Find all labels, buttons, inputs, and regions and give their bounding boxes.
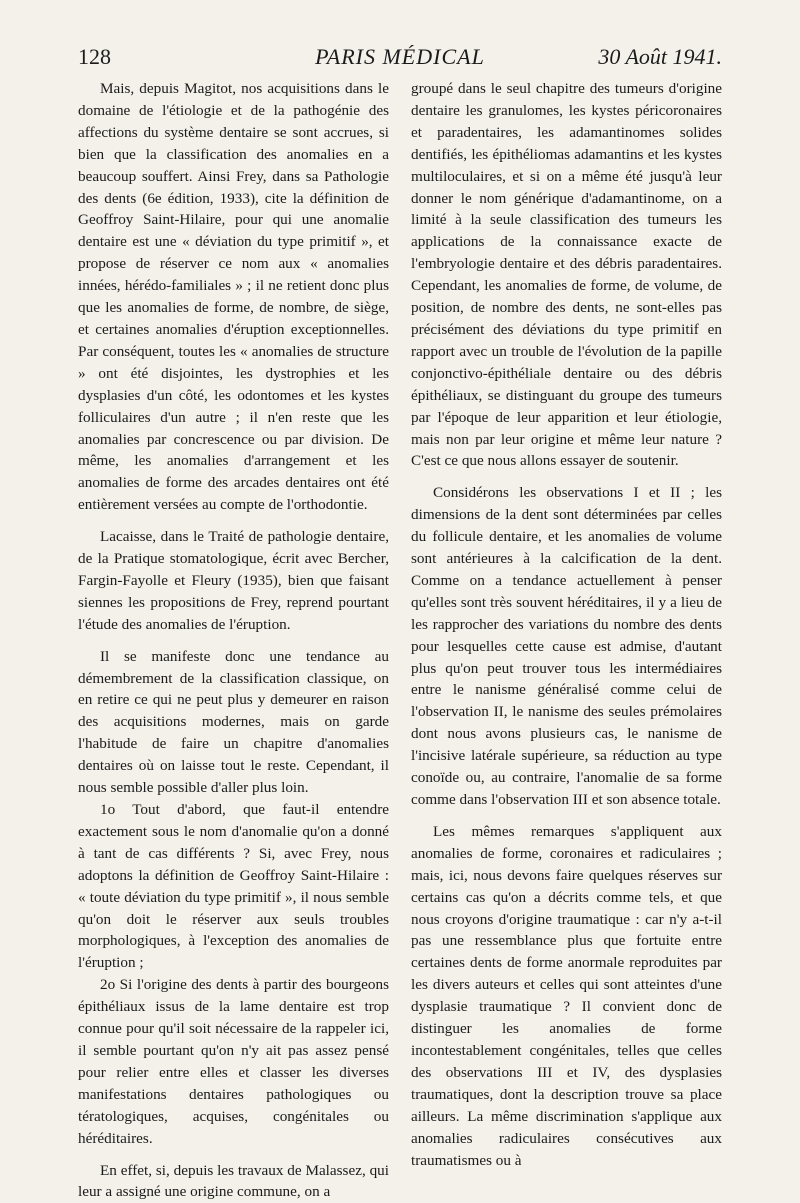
paragraph: Il se manifeste donc une tendance au démembrement de la classification classique, on en retire ce qui ne peut plus y demeurer en raison des acquisitions modernes, mais on garde l'habitude de faire un chapitre d'anomalies dentaires où on laisse tout le reste. Cependant, il nous semble possible d'aller plus loin.: [78, 646, 389, 799]
page-number: 128: [78, 44, 111, 70]
right-column: [411, 78, 722, 1171]
paragraph: Lacaisse, dans le Traité de pathologie dentaire, de la Pratique stomatologique, écrit avec Bercher, Fargin-Fayolle et Fleury (1935), bien que faisant siennes les propositions de Frey, reprend pourtant l'étude des anomalies de l'éruption.: [78, 526, 389, 636]
paragraph: 2o Si l'origine des dents à partir des bourgeons épithéliaux issus de la lame dentaire est trop connue pour qu'il soit nécessaire de la rappeler ici, il semble pourtant qu'on n'y ait pas assez pensé pour relier entre elles et classer les diverses manifestations dentaires pathologiques ou tératologiques, acquises, congénitales ou héréditaires.: [78, 974, 389, 1149]
paragraph: Les mêmes remarques s'appliquent aux anomalies de forme, coronaires et radiculaires ; mais, ici, nous devons faire quelques réserves sur certains cas qu'on a décrits comme tels, et que nous croyons d'origine traumatique : car n'y a-t-il pas une ressemblance plus que fortuite entre certaines dents de forme anormale reproduites par les divers auteurs et celles qui sont atteintes d'une dysplasie traumatique ? Il convient donc de distinguer les anomalies de forme incontestablement congénitales, telles que celles des observations III et IV, des dysplasies traumatiques, dont la description trouve sa place ailleurs. La même discrimination s'applique aux anomalies radiculaires consécutives aux traumatismes ou à: [411, 821, 722, 1172]
issue-date: 30 Août 1941.: [598, 44, 722, 70]
paragraph: Mais, depuis Magitot, nos acquisitions dans le domaine de l'étiologie et de la pathogénie des affections du système dentaire se sont accrues, si bien que la classification des anomalies en a beaucoup souffert. Ainsi Frey, dans sa Pathologie des dents (6e édition, 1933), cite la définition de Geoffroy Saint-Hilaire, pour qui une anomalie dentaire est une « déviation du type primitif », et propose de réserver ce nom aux « anomalies innées, hérédo-familiales » ; il ne retient donc plus que les anomalies de forme, de nombre, de siège, et certaines anomalies d'éruption exceptionnelles. Par conséquent, toutes les « anomalies de structure » ont été disjointes, les dystrophies et les dysplasies d'un côté, les odontomes et les kystes folliculaires d'un autre ; il n'en reste que les anomalies par concrescence ou par division. De même, les anomalies d'arrangement et les anomalies de forme des arcades dentaires ont été entièrement versées au compte de l'orthodontie.: [78, 78, 389, 516]
paragraph: En effet, si, depuis les travaux de Malassez, qui leur a assigné une origine commune, on a: [78, 1160, 389, 1203]
left-column: [78, 78, 389, 1203]
journal-title: PARIS MÉDICAL: [78, 44, 722, 70]
paragraph: groupé dans le seul chapitre des tumeurs d'origine dentaire les granulomes, les kystes péricoronaires et paradentaires, les adamantinomes solides dentifiés, les épithéliomas adamantins et les kystes multiloculaires, et si on a même été jusqu'à leur donner le nom générique d'adamantinome, on a limité à la seule classification des tumeurs les applications de la connaissance exacte de l'embryologie dentaire et des débris paradentaires. Cependant, les anomalies de forme, de volume, de position, de nombre des dents, ne sont-elles pas précisément des déviations du type primitif en rapport avec un trouble de l'évolution de la papille conjonctivo-épithéliale dentaire ou des débris épithéliaux, se distinguant du groupe des tumeurs par l'époque de leur apparition et leur étiologie, mais non par leur origine et même leur nature ? C'est ce que nous allons essayer de soutenir.: [411, 78, 722, 472]
paragraph: 1o Tout d'abord, que faut-il entendre exactement sous le nom d'anomalie qu'on a donné à tant de cas différents ? Si, avec Frey, nous adoptons la définition de Geoffroy Saint-Hilaire : « toute déviation du type primitif », il nous semble qu'on doit le réserver aux seuls troubles morphologiques, à l'exception des anomalies de l'éruption ;: [78, 799, 389, 974]
page-header: [78, 44, 722, 74]
paragraph: Considérons les observations I et II ; les dimensions de la dent sont déterminées par celles du follicule dentaire, et les anomalies de volume sont antérieures à la calcification de la dent. Comme on a tendance actuellement à penser qu'elles sont très souvent héréditaires, il y a lieu de les rapprocher des variations du nombre des dents pour lesquelles cette cause est admise, d'autant plus qu'on peut trouver tous les intermédiaires entre le nanisme généralisé comme celui de l'observation II, le nanisme des seules prémolaires dont nous avons plusieurs cas, le nanisme de l'incisive latérale supérieure, sa réduction au type conoïde ou, au contraire, l'anomalie de sa forme comme dans l'observation III et son absence totale.: [411, 482, 722, 811]
